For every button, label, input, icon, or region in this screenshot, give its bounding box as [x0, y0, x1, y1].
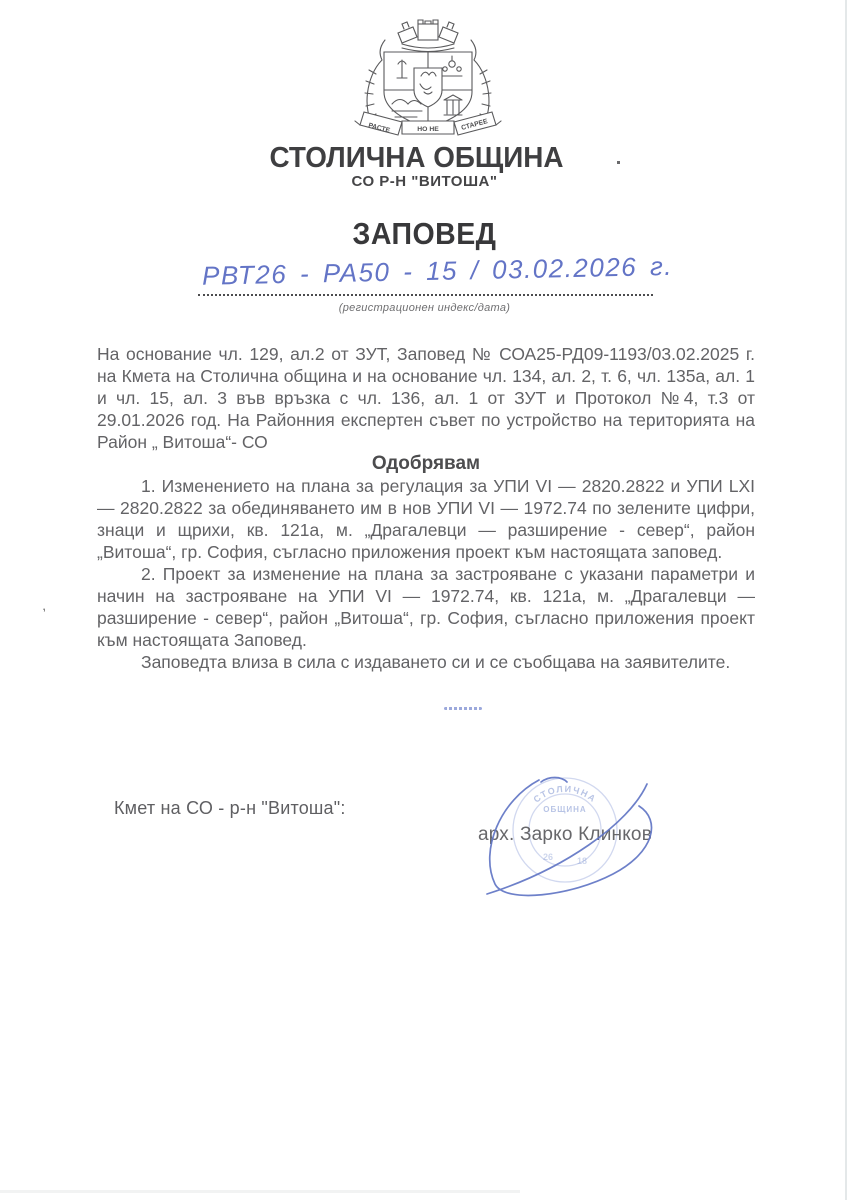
approval-heading: Одобрявам — [371, 453, 481, 474]
mayor-signature-label: Кмет на СО - р-н "Витоша": — [114, 798, 346, 818]
emblem-motto-center: НО НЕ — [417, 126, 439, 133]
scan-stray-mark: ‚ — [40, 597, 47, 614]
registration-zone — [198, 250, 674, 309]
stamp-text-line2: ОБЩИНА — [543, 805, 587, 814]
order-item-2: 2. Проект за изменение на плана за застрояване с указани параметри и начин на застрояване на УПИ VI — 1972.74, кв. 121а, м. „Драгалевци — разширение - север“, район „Витоша“, гр. София, съгласно приложения проект към настоящата Заповед. — [97, 564, 755, 650]
signature-block — [443, 768, 687, 908]
intro-paragraph: На основание чл. 129, ал.2 от ЗУТ, Заповед № СОА25-РД09-1193/03.02.2025 г. на Кмета на Столична община и на основание чл. 134, ал. 2, т. 6, чл. 135а, ал. 1 и чл. 15, ал. 3 във връзка с чл. 136, ал. 1 от ЗУТ и Протокол №4, т.3 от 29.01.2026 год. На Районния експертен съвет по устройство на територията на Район „ Витоша“- СО — [97, 344, 755, 452]
closing-paragraph: Заповедта влиза в сила с издаването си и се съобщава на заявителите. — [141, 652, 731, 672]
svg-text:18: 18 — [577, 856, 588, 866]
sofia-coat-of-arms-icon — [352, 18, 504, 138]
emblem-motto-left: РАСТЕ — [367, 122, 391, 135]
order-body — [97, 343, 755, 673]
order-item-1: 1. Изменението на плана за регулация за УПИ VI — 2820.2822 и УПИ LXI — 2820.2822 за обединяването им в нов УПИ VI — 1972.74 по зелените цифри, знаци и щрихи, кв. 121а, м. „Драгалевци — разширение - север“, район „Витоша“, гр. София, съгласно приложения проект към настоящата заповед. — [97, 476, 755, 562]
handwritten-signature-icon — [443, 768, 687, 908]
registration-caption: (регистрационен индекс/дата) — [338, 302, 511, 314]
document-title: ЗАПОВЕД — [352, 216, 497, 251]
signer-name: арх. Зарко Клинков — [477, 824, 652, 845]
registration-number-handwritten: РВТ26 - РА50 - 15 / 03.02.2026 г. — [201, 250, 674, 291]
spellcheck-underline-artifact — [444, 707, 482, 710]
svg-text:26: 26 — [543, 852, 554, 862]
district-name: СО Р-Н "ВИТОША" — [351, 173, 498, 190]
organization-name: СТОЛИЧНА ОБЩИНА — [269, 142, 564, 174]
stamp-text-arc: СТОЛИЧНА — [531, 783, 599, 805]
emblem-motto-right: СТАРЕЕ — [460, 118, 489, 132]
registration-dotted-line — [198, 294, 653, 296]
scan-smudge-artifact — [0, 1190, 520, 1193]
